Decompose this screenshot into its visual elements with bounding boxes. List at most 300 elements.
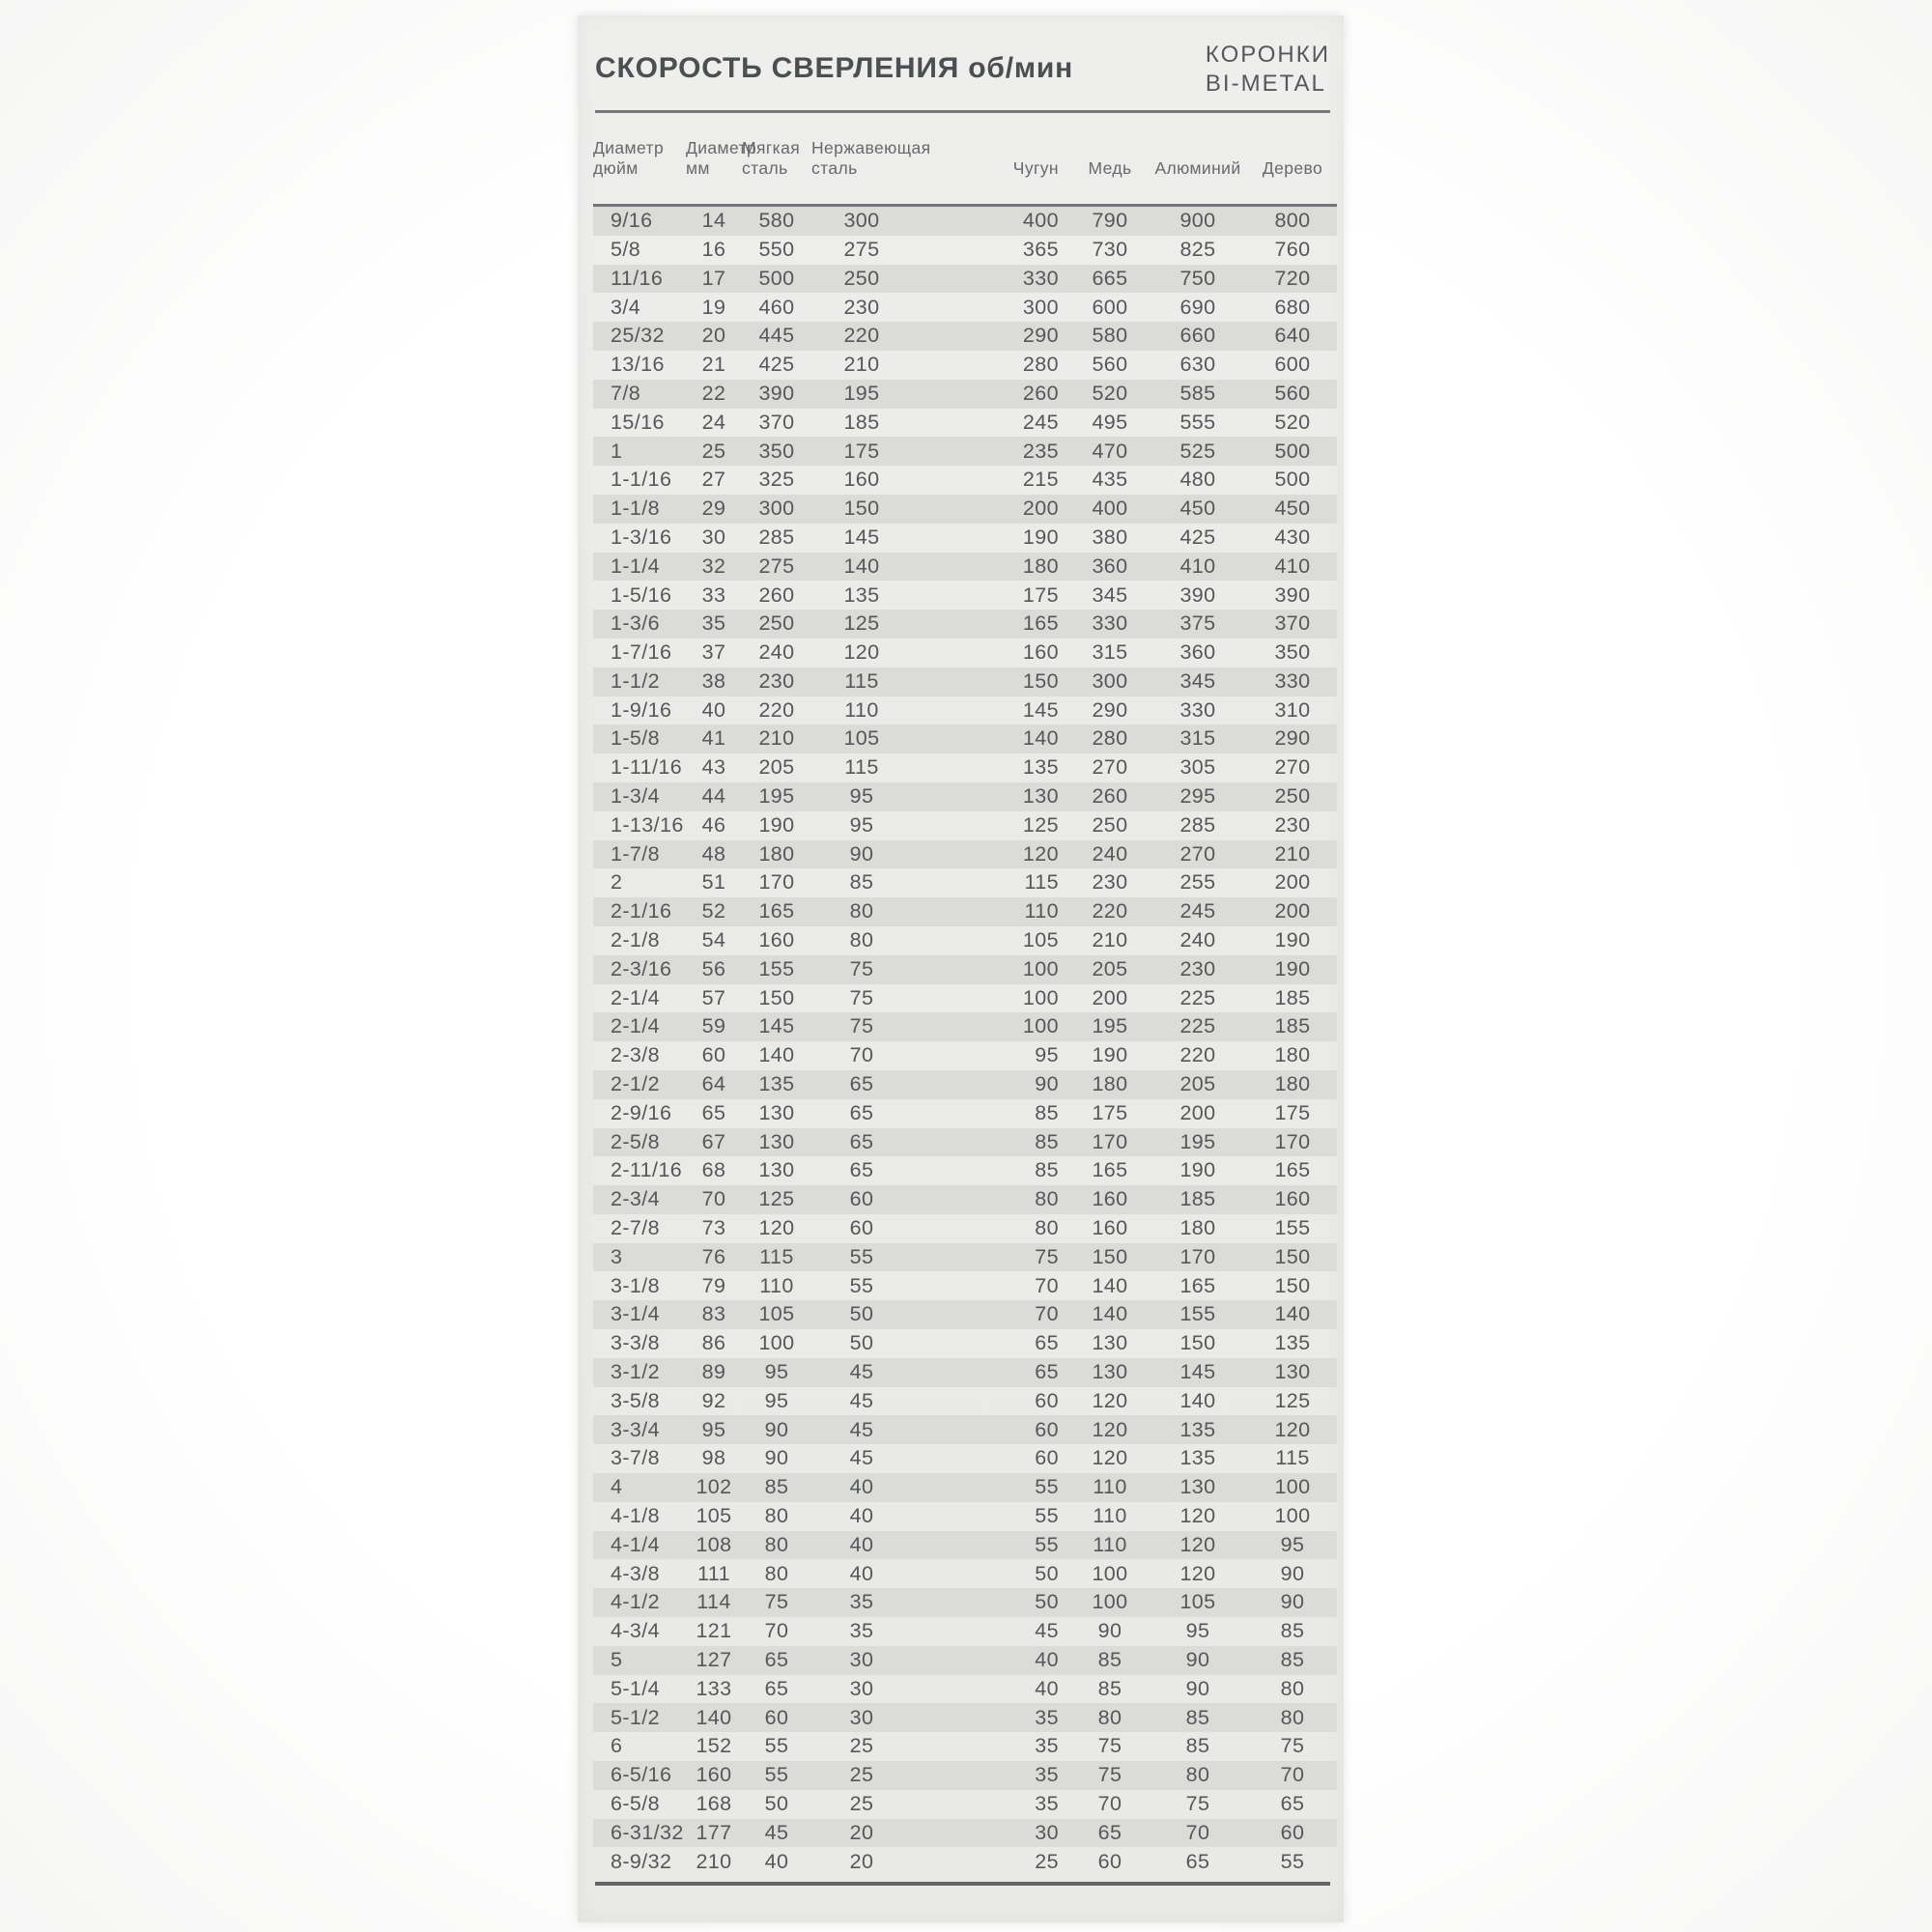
cell: 6-5/16 [611,1763,672,1787]
cell: 330 [1274,668,1311,693]
cell: 210 [696,1849,732,1873]
cell: 720 [1274,266,1311,290]
product-name-line2: BI-METAL [1205,71,1326,97]
cell: 2-3/16 [611,956,672,980]
table-row [593,1128,1337,1157]
cell: 140 [843,554,880,578]
table-row [593,1156,1337,1185]
cell: 13/16 [611,353,665,377]
table-row [593,753,1337,782]
table-row [593,1790,1337,1819]
cell: 160 [1092,1187,1128,1211]
cell: 100 [1022,956,1059,980]
cell: 110 [1093,1504,1127,1527]
cell: 170 [1274,1129,1311,1153]
cell: 600 [1274,353,1311,377]
cell: 65 [1185,1849,1210,1873]
table-row [593,1214,1337,1243]
cell: 85 [1280,1647,1305,1671]
cell: 85 [1097,1647,1122,1671]
cell: 15/16 [611,410,665,434]
cell: 40 [849,1561,874,1585]
cell: 260 [1022,381,1059,405]
cell: 80 [849,928,874,952]
table-row [593,581,1337,610]
cell: 145 [758,1014,795,1038]
cell: 275 [843,237,880,261]
cell: 330 [1179,697,1216,722]
cell: 1-7/8 [611,841,661,866]
cell: 50 [849,1331,874,1355]
cell: 7/8 [611,381,641,405]
cell: 76 [701,1244,726,1268]
cell: 230 [1179,956,1216,980]
cell: 365 [1022,237,1059,261]
cell: 4 [611,1475,623,1499]
cell: 90 [764,1446,789,1470]
cell: 64 [701,1072,726,1096]
cell: 110 [1024,899,1059,923]
cell: 140 [758,1043,795,1067]
cell: 130 [1179,1475,1216,1499]
cell: 165 [1179,1273,1216,1297]
cell: 160 [1274,1187,1311,1211]
cell: 315 [1179,726,1216,751]
table-row [593,1070,1337,1099]
cell: 100 [758,1331,795,1355]
cell: 180 [1274,1043,1311,1067]
table-row [593,524,1337,553]
cell: 220 [843,324,880,348]
cell: 80 [1035,1187,1059,1211]
cell: 83 [701,1302,726,1326]
cell: 95 [764,1388,789,1412]
product-name-line1: КОРОНКИ [1205,42,1330,68]
cell: 135 [1179,1446,1216,1470]
cell: 25 [849,1763,874,1787]
cell: 140 [1274,1302,1311,1326]
cell: 60 [1097,1849,1122,1873]
cell: 250 [758,611,795,636]
cell: 825 [1179,237,1216,261]
cell: 65 [849,1158,874,1182]
cell: 240 [1092,841,1128,866]
cell: 230 [843,295,880,319]
cell: 665 [1092,266,1128,290]
cell: 75 [849,1014,874,1038]
cell: 11/16 [611,266,664,290]
table-row [593,1243,1337,1272]
cell: 33 [701,582,726,607]
cell: 4-1/8 [611,1504,661,1527]
table-row [593,1732,1337,1761]
cell: 170 [1179,1244,1216,1268]
cell: 760 [1274,237,1311,261]
cell: 220 [1179,1043,1216,1067]
cell: 80 [1035,1216,1059,1240]
cell: 25 [849,1791,874,1815]
cell: 160 [696,1763,732,1787]
cell: 45 [1035,1619,1059,1643]
cell: 95 [1035,1043,1059,1067]
cell: 35 [701,611,726,636]
cell: 300 [1022,295,1059,319]
cell: 21 [701,353,726,377]
cell: 230 [1274,812,1311,837]
cell: 185 [843,410,880,434]
cell: 60 [849,1187,874,1211]
cell: 290 [1092,697,1128,722]
cell: 80 [849,899,874,923]
cell: 70 [701,1187,726,1211]
cell: 360 [1179,640,1216,665]
table-row [593,1387,1337,1416]
cell: 3-1/4 [611,1302,661,1326]
cell: 155 [758,956,795,980]
cell: 6-5/8 [611,1791,661,1815]
cell: 3-7/8 [611,1446,661,1470]
cell: 40 [1035,1647,1059,1671]
cell: 580 [1092,324,1128,348]
cell: 185 [1274,985,1311,1009]
cell: 105 [1022,928,1059,952]
cell: 70 [1035,1273,1059,1297]
cell: 98 [701,1446,726,1470]
table-row [593,811,1337,840]
cell: 460 [758,295,795,319]
cell: 140 [1092,1302,1128,1326]
cell: 115 [1275,1446,1310,1470]
table-row [593,322,1337,351]
cell: 180 [1274,1072,1311,1096]
table-row [593,1473,1337,1502]
cell: 45 [849,1417,874,1441]
cell: 32 [701,554,726,578]
cell: 85 [764,1475,789,1499]
cell: 1-11/16 [611,755,683,780]
table-row [593,466,1337,495]
cell: 660 [1179,324,1216,348]
cell: 27 [701,468,726,492]
cell: 150 [1179,1331,1216,1355]
cell: 360 [1092,554,1128,578]
cell: 120 [758,1216,795,1240]
cell: 150 [1274,1273,1311,1297]
cell: 155 [1179,1302,1216,1326]
cell: 46 [701,812,726,837]
cell: 100 [1022,985,1059,1009]
cell: 100 [1092,1561,1128,1585]
cell: 9/16 [611,209,653,233]
cell: 50 [764,1791,789,1815]
table-row [593,782,1337,811]
table-row [593,1531,1337,1560]
cell: 95 [849,784,874,809]
cell: 60 [1035,1446,1059,1470]
cell: 35 [1035,1734,1059,1758]
cell: 65 [1035,1360,1059,1384]
cell: 190 [758,812,795,837]
cell: 75 [1035,1244,1059,1268]
cell: 790 [1092,209,1128,233]
cell: 195 [843,381,880,405]
cell: 1-1/4 [611,554,661,578]
cell: 220 [758,697,795,722]
cell: 325 [758,468,795,492]
cell: 60 [1035,1388,1059,1412]
cell: 250 [1274,784,1311,809]
table-row [593,206,1337,236]
cell: 100 [1022,1014,1059,1038]
cell: 310 [1274,697,1311,722]
cell: 120 [1092,1417,1128,1441]
cell: 230 [1092,870,1128,895]
cell: 65 [701,1100,726,1124]
cell: 205 [1179,1072,1216,1096]
cell: 150 [758,985,795,1009]
table-row [593,724,1337,753]
cell: 55 [764,1734,789,1758]
cell: 390 [1179,582,1216,607]
cell: 190 [1274,928,1311,952]
cell: 200 [1092,985,1128,1009]
cell: 19 [701,295,726,319]
cell: 480 [1179,468,1216,492]
cell: 2-1/4 [611,985,661,1009]
cell: 80 [1280,1705,1305,1729]
table-row [593,1617,1337,1646]
cell: 260 [758,582,795,607]
cell: 170 [758,870,795,895]
cell: 525 [1179,439,1216,463]
cell: 2-1/2 [611,1072,661,1096]
cell: 86 [701,1331,726,1355]
cell: 350 [758,439,795,463]
cell: 80 [1185,1763,1210,1787]
table-row [593,265,1337,294]
cell: 2-11/16 [611,1158,683,1182]
cell: 3-1/2 [611,1360,661,1384]
cell: 110 [844,697,879,722]
speed-table-body [593,206,1337,1877]
cell: 70 [1280,1763,1305,1787]
cell: 89 [701,1360,726,1384]
cell: 6-31/32 [611,1820,684,1844]
cell: 3-1/8 [611,1273,661,1297]
cell: 100 [1274,1475,1311,1499]
cell: 60 [701,1043,726,1067]
cell: 90 [1185,1647,1210,1671]
table-row [593,1444,1337,1473]
cell: 500 [758,266,795,290]
cell: 105 [696,1504,732,1527]
table-row [593,1358,1337,1387]
cell: 55 [764,1763,789,1787]
cell: 52 [701,899,726,923]
table-row [593,1185,1337,1214]
cell: 85 [1280,1619,1305,1643]
cell: 690 [1179,295,1216,319]
cell: 55 [849,1244,874,1268]
table-row [593,495,1337,524]
cell: 495 [1092,410,1128,434]
cell: 35 [849,1619,874,1643]
cell: 14 [701,209,726,233]
cell: 152 [696,1734,732,1758]
cell: 2-1/8 [611,928,661,952]
cell: 445 [758,324,795,348]
cell: 2-3/8 [611,1043,661,1067]
cell: 180 [1092,1072,1128,1096]
col-header-diameter-mm: Диаметр мм [686,113,742,206]
col-header-copper: Медь [1072,113,1148,206]
cell: 145 [1022,697,1059,722]
cell: 16 [701,237,726,261]
cell: 140 [1092,1273,1128,1297]
cell: 175 [843,439,880,463]
cell: 165 [1274,1158,1311,1182]
cell: 4-3/4 [611,1619,661,1643]
table-row [593,437,1337,466]
cell: 65 [1280,1791,1305,1815]
cell: 180 [1179,1216,1216,1240]
cell: 65 [849,1129,874,1153]
table-row [593,1703,1337,1732]
cell: 80 [764,1532,789,1556]
cell: 75 [1097,1763,1122,1787]
cell: 57 [701,985,726,1009]
cell: 1-3/16 [611,525,672,549]
cell: 585 [1179,381,1216,405]
cell: 1-3/6 [611,611,661,636]
table-row [593,351,1337,380]
table-row [593,553,1337,582]
cell: 270 [1274,755,1311,780]
cell: 45 [849,1388,874,1412]
cell: 220 [1092,899,1128,923]
cell: 3-3/8 [611,1331,661,1355]
cell: 280 [1022,353,1059,377]
cell: 225 [1179,985,1216,1009]
cell: 55 [849,1273,874,1297]
cell: 240 [1179,928,1216,952]
cell: 95 [701,1417,726,1441]
cell: 275 [758,554,795,578]
cell: 285 [1179,812,1216,837]
cell: 370 [1274,611,1311,636]
cell: 390 [758,381,795,405]
cell: 102 [696,1475,732,1499]
cell: 150 [1274,1244,1311,1268]
cell: 260 [1092,784,1128,809]
cell: 115 [844,755,879,780]
cell: 55 [1280,1849,1305,1873]
product-name [1206,41,1330,99]
cell: 520 [1092,381,1128,405]
cell: 120 [1092,1446,1128,1470]
cell: 79 [701,1273,726,1297]
cell: 580 [758,209,795,233]
cell: 85 [1035,1100,1059,1124]
page-title: СКОРОСТЬ СВЕРЛЕНИЯ об/мин [595,52,1073,84]
cell: 300 [758,497,795,521]
cell: 1-7/16 [611,640,672,665]
cell: 560 [1274,381,1311,405]
cell: 50 [1035,1561,1059,1585]
cell: 92 [701,1388,726,1412]
cell: 2-3/4 [611,1187,661,1211]
cell: 45 [849,1446,874,1470]
cell: 75 [764,1590,789,1614]
cell: 165 [758,899,795,923]
cell: 25 [1035,1849,1059,1873]
cell: 375 [1179,611,1216,636]
cell: 5 [611,1647,623,1671]
col-header-aluminum: Алюминий [1148,113,1248,206]
cell: 85 [1185,1734,1210,1758]
cell: 185 [1179,1187,1216,1211]
cell: 200 [1274,899,1311,923]
cell: 43 [701,755,726,780]
table-row [593,610,1337,639]
cell: 290 [1274,726,1311,751]
cell: 280 [1092,726,1128,751]
cell: 800 [1274,209,1311,233]
cell: 500 [1274,439,1311,463]
cell: 210 [758,726,795,751]
table-row [593,668,1337,696]
cell: 24 [701,410,726,434]
cell: 140 [696,1705,732,1729]
cell: 1-3/4 [611,784,661,809]
cell: 40 [849,1504,874,1527]
cell: 35 [1035,1705,1059,1729]
table-row [593,380,1337,409]
cell: 70 [849,1043,874,1067]
cell: 290 [1022,324,1059,348]
cell: 345 [1179,668,1216,693]
cell: 900 [1179,209,1216,233]
cell: 120 [1092,1388,1128,1412]
cell: 48 [701,841,726,866]
cell: 140 [1022,726,1059,751]
cell: 108 [696,1532,732,1556]
table-row [593,293,1337,322]
cell: 2-9/16 [611,1100,672,1124]
cell: 470 [1092,439,1128,463]
cell: 65 [1097,1820,1122,1844]
cell: 4-3/8 [611,1561,661,1585]
cell: 750 [1179,266,1216,290]
cell: 115 [844,668,879,693]
cell: 380 [1092,525,1128,549]
cell: 60 [764,1705,789,1729]
cell: 230 [758,668,795,693]
cell: 160 [1092,1216,1128,1240]
cell: 130 [758,1100,795,1124]
cell: 3-5/8 [611,1388,661,1412]
table-row [593,1847,1337,1876]
cell: 40 [764,1849,789,1873]
cell: 1 [611,439,623,463]
bottom-rule [595,1882,1330,1886]
cell: 390 [1274,582,1311,607]
table-row [593,1329,1337,1358]
cell: 125 [1274,1388,1311,1412]
cell: 25 [849,1734,874,1758]
table-row [593,1588,1337,1617]
table-row [593,696,1337,725]
